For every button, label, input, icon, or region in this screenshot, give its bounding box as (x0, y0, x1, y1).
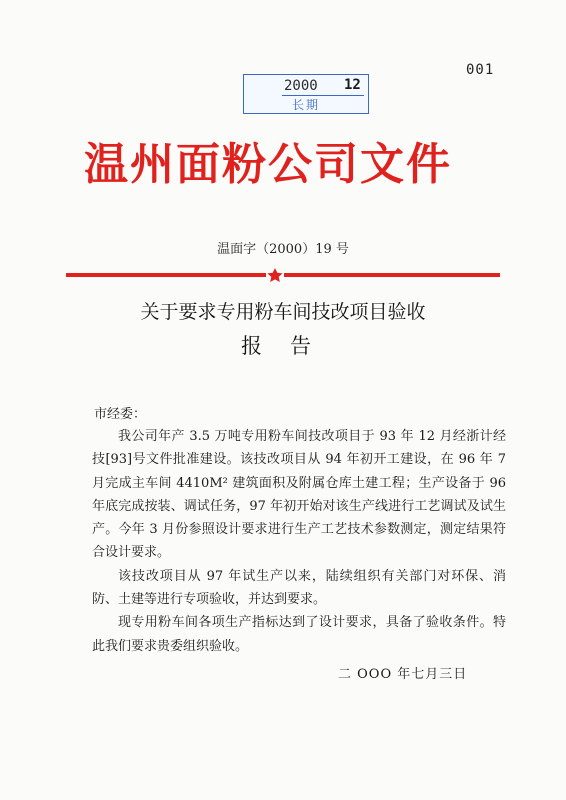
document-date: 二 OOO 年七月三日 (338, 667, 468, 682)
star-icon (267, 268, 282, 282)
red-divider (66, 268, 500, 282)
doc-number: 温面字（2000）19 号 (217, 242, 349, 257)
salutation: 市经委： (94, 407, 147, 422)
divider-line-right (284, 273, 500, 277)
report-title: 关于要求专用粉车间技改项目验收 (140, 301, 426, 323)
page-number: 001 (466, 62, 495, 78)
stamp-label: 长期 (292, 98, 321, 112)
divider-line-left (66, 273, 266, 277)
archive-stamp (243, 74, 369, 114)
stamp-year: 2000 (284, 78, 318, 94)
paragraph: 该技改项目从 97 年试生产以来，陆续组织有关部门对环保、消防、土建等进行专项验收，并达到要求。 (92, 568, 506, 608)
stamp-number: 12 (344, 77, 361, 93)
report-subtitle: 报告 (241, 334, 339, 358)
paragraph: 我公司年产 3.5 万吨专用粉车间技改项目于 93 年 12 月经浙计经技[93]号文件批准建设。该技改项目从 94 年初开工建设，在 96 年 7 月完成主车间 4410M² 建筑面积及附属仓库土建工程；生产设备于 96 年底完成按装、调试任务，97 年初开始对该生产线进行工艺调试及试生产。今年 3 月份参照设计要求进行生产工艺技术参数测定，测定结果符合设计要求。 (92, 429, 506, 561)
paragraph: 现专用粉车间各项生产指标达到了设计要求，具备了验收条件。特此我们要求贵委组织验收。 (92, 615, 506, 654)
org-title: 温州面粉公司文件 (84, 139, 452, 190)
body-text (92, 425, 506, 658)
